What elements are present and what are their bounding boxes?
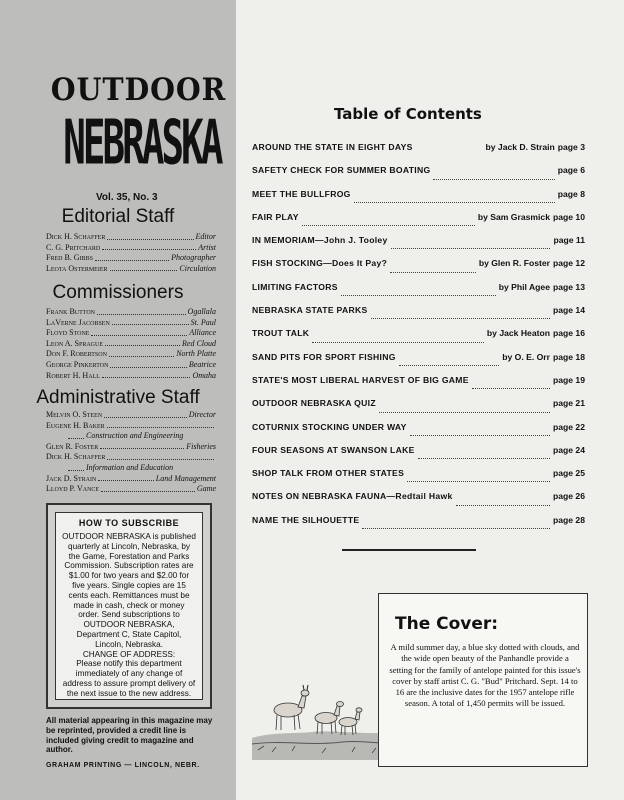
toc-entry-title: FISH STOCKING—Does It Pay? xyxy=(252,258,388,269)
toc-dot-leader xyxy=(371,302,550,319)
toc-entry-page: page 26 xyxy=(552,491,585,502)
toc-entry-title: MEET THE BULLFROG xyxy=(252,188,351,199)
toc-entry-page: page 14 xyxy=(552,305,585,316)
admin-row: Dick H. Schaffer xyxy=(46,452,216,463)
antelope-illustration xyxy=(252,660,392,760)
toc-entry[interactable] xyxy=(252,512,585,535)
staff-row: Fred B. Gibbs Photographer xyxy=(46,253,216,263)
commissioner-row: Leon A. Sprague Red Cloud xyxy=(46,338,216,348)
toc-dot-leader xyxy=(391,232,551,249)
subscribe-text: OUTDOOR NEBRASKA is published quarterly at Lincoln, Nebraska, by the Game, Forestation and Parks Commission. Subscription rates are $1.00 for two years and $2.00 for five years. Single copies are 15 cents each. Remittances must be made in cash, check or money order. Send subscriptions to OUTDOOR NEBRASKA, Department C, State Capitol, Lincoln, Nebraska. xyxy=(62,532,196,649)
staff-row: Dick H. Schaffer Editor xyxy=(46,232,216,241)
commissioner-row: LaVerne Jacobsen St. Paul xyxy=(46,317,216,327)
toc-entry-title: IN MEMORIAM—John J. Tooley xyxy=(252,235,388,246)
toc-dot-leader xyxy=(399,349,500,366)
toc-entry-page: page 11 xyxy=(553,235,585,246)
toc-dot-leader xyxy=(418,442,550,459)
toc-entry-title: TROUT TALK xyxy=(252,328,310,339)
toc-entry-author: by Jack Heaton xyxy=(486,328,550,339)
toc-entry-title: SHOP TALK FROM OTHER STATES xyxy=(252,468,405,479)
toc-entry-title: AROUND THE STATE IN EIGHT DAYS xyxy=(252,142,413,152)
admin-row: Glen R. Foster Fisheries xyxy=(46,441,216,451)
administrative-staff-list xyxy=(46,410,216,495)
toc-entry[interactable] xyxy=(252,488,585,511)
toc-entry-title: STATE'S MOST LIBERAL HARVEST OF BIG GAME xyxy=(252,374,469,385)
commissioners-list xyxy=(46,307,216,381)
commissioner-row: George Pinkerton Beatrice xyxy=(46,359,216,369)
toc-entry-page: page 6 xyxy=(557,165,585,176)
toc-dot-leader xyxy=(410,419,550,436)
subscribe-heading: HOW TO SUBSCRIBE xyxy=(78,518,180,528)
toc-entry-author: by O. E. Orr xyxy=(502,351,550,362)
toc-entry-author: by Glen R. Foster xyxy=(478,258,550,269)
toc-entry-page: page 10 xyxy=(552,211,585,222)
toc-dot-leader xyxy=(362,512,550,529)
toc-entry[interactable] xyxy=(252,209,585,232)
staff-row: Leota Ostermeier Circulation xyxy=(46,263,216,273)
divider-rule xyxy=(342,549,476,551)
toc-entry[interactable] xyxy=(252,139,585,162)
toc-dot-leader xyxy=(472,372,550,389)
subscribe-box xyxy=(46,503,212,709)
toc-dot-leader xyxy=(407,465,550,482)
toc-entry[interactable] xyxy=(252,442,585,465)
commissioner-row: Floyd Stone Alliance xyxy=(46,328,216,338)
admin-row: Eugene H. Baker xyxy=(46,421,216,432)
toc-entry-author: by Jack D. Strain xyxy=(485,142,555,152)
admin-row: Melvin O. Steen Director xyxy=(46,410,216,419)
masthead-nebraska: NEBRASKA xyxy=(63,108,221,179)
toc-entry-author: by Sam Grasmick xyxy=(477,211,550,222)
commissioners-heading: Commissioners xyxy=(52,282,184,303)
administrative-staff-heading: Administrative Staff xyxy=(36,387,200,408)
toc-entry-page: page 13 xyxy=(552,281,585,292)
toc-entry[interactable] xyxy=(252,372,585,395)
toc-entry[interactable] xyxy=(252,162,585,185)
toc-dot-leader xyxy=(302,209,475,226)
toc-dot-leader xyxy=(312,325,484,342)
commissioner-row: Frank Button Ogallala xyxy=(46,307,216,316)
toc-entry-page: page 18 xyxy=(552,351,585,362)
subscribe-box-inner xyxy=(55,512,203,700)
toc-entry-page: page 25 xyxy=(552,468,585,479)
toc-entry-page: page 3 xyxy=(557,142,585,152)
cover-description: A mild summer day, a blue sky dotted with clouds, and the wide open beauty of the Panhandle provide a setting for the family of antelope painted for this issue's cover by staff artist C. G. "Bud" Pritchard. Sept. 14 to 16 are the inclusive dates for the 1957 antelope rifle season. A total of 1,450 permits will be issued. xyxy=(389,642,581,709)
toc-entry-page: page 12 xyxy=(552,258,585,269)
toc-entry-page: page 19 xyxy=(552,374,585,385)
toc-entry[interactable] xyxy=(252,395,585,418)
admin-row: Lloyd P. Vance Game xyxy=(46,484,216,494)
toc-title: Table of Contents xyxy=(334,105,482,123)
change-address-text: Please notify this department immediately of any change of address to assure prompt delivery of the next issue to the new address. xyxy=(62,659,196,698)
toc-entry[interactable] xyxy=(252,349,585,372)
toc-entry-title: COTURNIX STOCKING UNDER WAY xyxy=(252,421,407,432)
toc-entry-page: page 22 xyxy=(552,421,585,432)
toc-entry[interactable] xyxy=(252,302,585,325)
toc-entry-title: NEBRASKA STATE PARKS xyxy=(252,305,368,316)
commissioner-row: Robert H. Hall Omaha xyxy=(46,370,216,380)
subscribe-body xyxy=(62,532,196,699)
editorial-staff-list xyxy=(46,232,216,274)
toc-entry[interactable] xyxy=(252,186,585,209)
toc-entry-page: page 28 xyxy=(552,514,585,525)
toc-entry[interactable] xyxy=(252,279,585,302)
toc-entry-title: FAIR PLAY xyxy=(252,211,299,222)
cover-box xyxy=(378,593,588,767)
toc-entry-page: page 24 xyxy=(552,444,585,455)
toc-entry[interactable] xyxy=(252,232,585,255)
toc-dot-leader xyxy=(341,279,496,296)
toc-entry-page: page 16 xyxy=(552,328,585,339)
toc-entry[interactable] xyxy=(252,465,585,488)
toc-dot-leader xyxy=(390,255,476,272)
commissioner-row: Don F. Robertson North Platte xyxy=(46,349,216,359)
toc-entry-title: SAFETY CHECK FOR SUMMER BOATING xyxy=(252,165,431,176)
toc-entry-title: SAND PITS FOR SPORT FISHING xyxy=(252,351,396,362)
masthead-outdoor: OUTDOOR xyxy=(50,72,227,108)
toc-entry-title: NOTES ON NEBRASKA FAUNA—Redtail Hawk xyxy=(252,491,453,502)
toc-entry[interactable] xyxy=(252,419,585,442)
change-address-heading: CHANGE OF ADDRESS: xyxy=(82,649,176,659)
cover-title: The Cover: xyxy=(395,614,499,634)
toc-entry[interactable] xyxy=(252,325,585,348)
reprint-note: All material appearing in this magazine may be reprinted, provided a credit line is included giving credit to magazine and author. xyxy=(46,716,213,755)
toc-entry-author: by Phil Agee xyxy=(498,281,550,292)
volume-number: Vol. 35, No. 3 xyxy=(96,192,158,203)
staff-row: C. G. Pritchard Artist xyxy=(46,242,216,252)
toc-dot-leader xyxy=(354,186,555,203)
toc-entry-title: NAME THE SILHOUETTE xyxy=(252,514,360,525)
admin-row: Jack D. Strain Land Management xyxy=(46,473,216,483)
toc-entry-title: OUTDOOR NEBRASKA QUIZ xyxy=(252,398,376,409)
admin-role-line: Information and Education xyxy=(46,463,216,474)
toc-list xyxy=(252,139,585,535)
toc-dot-leader xyxy=(379,395,550,412)
editorial-staff-heading: Editorial Staff xyxy=(61,206,175,227)
toc-entry-title: FOUR SEASONS AT SWANSON LAKE xyxy=(252,444,415,455)
toc-entry-title: LIMITING FACTORS xyxy=(252,281,338,292)
toc-dot-leader xyxy=(456,488,550,505)
toc-entry-page: page 21 xyxy=(552,398,585,409)
toc-entry[interactable] xyxy=(252,255,585,278)
toc-entry-page: page 8 xyxy=(557,188,585,199)
admin-role-line: Construction and Engineering xyxy=(46,431,216,442)
printer-credit: GRAHAM PRINTING — LINCOLN, NEBR. xyxy=(46,762,200,769)
toc-dot-leader xyxy=(433,162,554,179)
